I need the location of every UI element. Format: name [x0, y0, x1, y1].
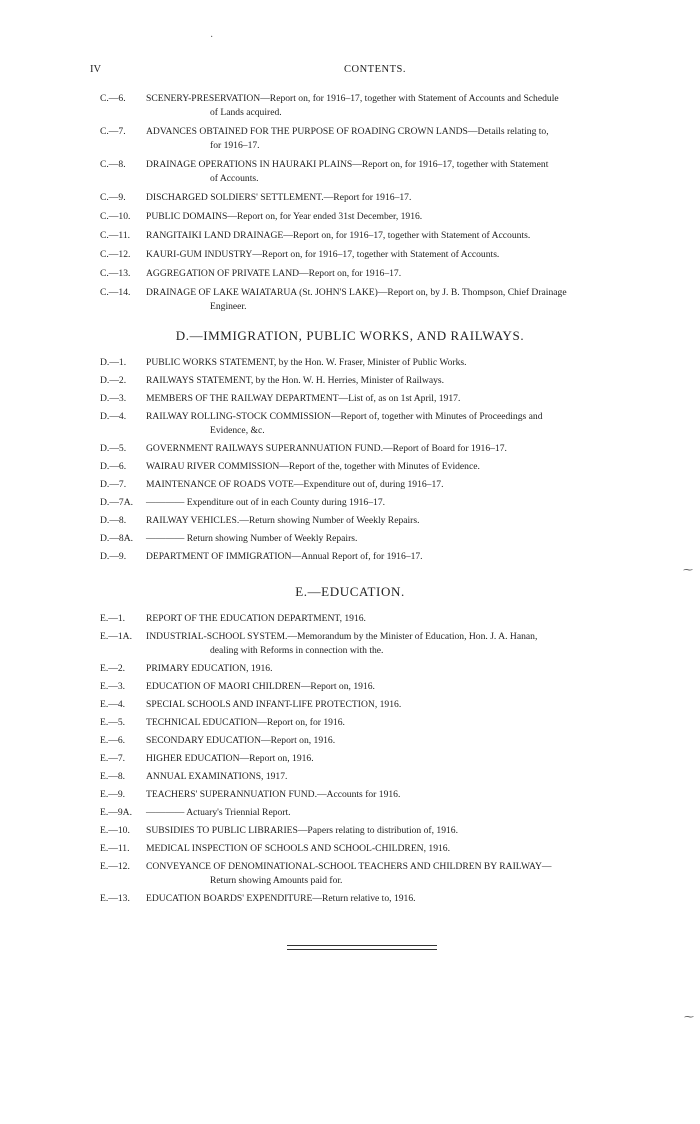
entry-title-line: INDUSTRIAL-SCHOOL SYSTEM.—Memorandum by the Minister of Education, Hon. J. A. Hanan,	[146, 631, 538, 642]
print-speck: ·	[210, 32, 214, 43]
entry-title-line: DISCHARGED SOLDIERS' SETTLEMENT.—Report for 1916–17.	[146, 192, 412, 203]
entry-code: E.—9.	[100, 789, 126, 800]
page-number: IV	[90, 64, 102, 75]
contents-entry	[0, 824, 700, 838]
contents-entry	[0, 612, 700, 626]
entry-title-continuation: of Lands acquired.	[210, 107, 282, 118]
entry-title	[146, 496, 640, 510]
entry-title	[146, 788, 640, 802]
contents-entry	[0, 550, 700, 564]
entry-title	[146, 892, 640, 906]
contents-entry	[0, 374, 700, 388]
contents-entry	[0, 410, 700, 438]
entry-code: E.—1A.	[100, 631, 132, 642]
entry-title-line: KAURI-GUM INDUSTRY—Report on, for 1916–17, together with Statement of Accounts.	[146, 249, 500, 260]
entry-title-line: DEPARTMENT OF IMMIGRATION—Annual Report of, for 1916–17.	[146, 551, 423, 562]
entry-title-line: RAILWAY ROLLING-STOCK COMMISSION—Report of, together with Minutes of Proceedings and	[146, 411, 543, 422]
contents-entry	[0, 286, 700, 314]
entry-title	[146, 267, 640, 281]
entry-code: C.—14.	[100, 287, 131, 298]
section-e	[0, 584, 700, 910]
entry-code: E.—10.	[100, 825, 130, 836]
entry-title	[146, 229, 640, 243]
entry-title	[146, 191, 640, 205]
entry-title	[146, 210, 640, 224]
entry-code: C.—12.	[100, 249, 131, 260]
entry-code: E.—11.	[100, 843, 130, 854]
entry-code: D.—2.	[100, 375, 127, 386]
entry-code: C.—6.	[100, 93, 126, 104]
entry-code: C.—9.	[100, 192, 126, 203]
entry-title	[146, 680, 640, 694]
entry-title	[146, 514, 640, 528]
entry-title-line: SCENERY-PRESERVATION—Report on, for 1916–17, together with Statement of Accounts and Schedule	[146, 93, 559, 104]
entry-title	[146, 125, 640, 153]
entry-code: C.—7.	[100, 126, 126, 137]
entry-title	[146, 158, 640, 186]
section-e-title: E.—EDUCATION.	[295, 584, 405, 599]
entry-title-line: DRAINAGE OPERATIONS IN HAURAKI PLAINS—Report on, for 1916–17, together with Statement	[146, 159, 549, 170]
entry-title-line: RAILWAY VEHICLES.—Return showing Number of Weekly Repairs.	[146, 515, 420, 526]
contents-entry	[0, 460, 700, 474]
entry-code: E.—4.	[100, 699, 126, 710]
entry-title	[146, 824, 640, 838]
entry-code: D.—8A.	[100, 533, 134, 544]
entry-code: E.—1.	[100, 613, 126, 624]
entry-title	[146, 442, 640, 456]
print-speck: ⁓	[684, 1012, 694, 1023]
entry-title-line: ———— Expenditure out of in each County during 1916–17.	[146, 497, 386, 508]
entry-code: E.—13.	[100, 893, 130, 904]
entry-code: C.—10.	[100, 211, 131, 222]
entry-title-continuation: for 1916–17.	[210, 140, 260, 151]
entry-title-line: HIGHER EDUCATION—Report on, 1916.	[146, 753, 314, 764]
contents-entry	[0, 496, 700, 510]
entry-title-line: MEMBERS OF THE RAILWAY DEPARTMENT—List of, as on 1st April, 1917.	[146, 393, 461, 404]
entry-title	[146, 392, 640, 406]
contents-entry	[0, 158, 700, 186]
contents-entry	[0, 392, 700, 406]
entry-title-line: SECONDARY EDUCATION—Report on, 1916.	[146, 735, 336, 746]
section-d-title: D.—IMMIGRATION, PUBLIC WORKS, AND RAILWAYS.	[175, 328, 525, 343]
entry-title-line: ———— Actuary's Triennial Report.	[146, 807, 291, 818]
entry-code: D.—4.	[100, 411, 127, 422]
contents-entry	[0, 788, 700, 802]
entry-title	[146, 248, 640, 262]
entry-title	[146, 716, 640, 730]
entry-title-line: WAIRAU RIVER COMMISSION—Report of the, together with Minutes of Evidence.	[146, 461, 480, 472]
entry-title	[146, 356, 640, 370]
entry-title	[146, 630, 640, 658]
entry-title	[146, 532, 640, 546]
entry-code: D.—8.	[100, 515, 127, 526]
entry-code: D.—1.	[100, 357, 127, 368]
contents-entry	[0, 248, 700, 262]
entry-title-line: PUBLIC WORKS STATEMENT, by the Hon. W. Fraser, Minister of Public Works.	[146, 357, 467, 368]
entry-title-line: EDUCATION OF MAORI CHILDREN—Report on, 1916.	[146, 681, 375, 692]
entry-title-line: REPORT OF THE EDUCATION DEPARTMENT, 1916.	[146, 613, 366, 624]
entry-title-continuation: Engineer.	[210, 301, 247, 312]
entry-title	[146, 460, 640, 474]
entry-code: D.—6.	[100, 461, 127, 472]
entry-title-line: SPECIAL SCHOOLS AND INFANT-LIFE PROTECTION, 1916.	[146, 699, 402, 710]
entry-title-continuation: dealing with Reforms in connection with the.	[210, 645, 384, 656]
entry-code: E.—5.	[100, 717, 126, 728]
section-c	[0, 92, 700, 319]
entry-title	[146, 842, 640, 856]
entry-title-line: RAILWAYS STATEMENT, by the Hon. W. H. Herries, Minister of Railways.	[146, 375, 445, 386]
contents-entry	[0, 770, 700, 784]
entry-title	[146, 662, 640, 676]
entry-title-line: AGGREGATION OF PRIVATE LAND—Report on, for 1916–17.	[146, 268, 402, 279]
contents-entry	[0, 734, 700, 748]
entry-title-line: TECHNICAL EDUCATION—Report on, for 1916.	[146, 717, 345, 728]
contents-entry	[0, 125, 700, 153]
entry-code: D.—7A.	[100, 497, 134, 508]
entry-title-line: PRIMARY EDUCATION, 1916.	[146, 663, 273, 674]
entry-title	[146, 734, 640, 748]
contents-entry	[0, 229, 700, 243]
entry-code: E.—6.	[100, 735, 126, 746]
entry-code: D.—5.	[100, 443, 127, 454]
entry-code: E.—2.	[100, 663, 126, 674]
entry-title-line: ADVANCES OBTAINED FOR THE PURPOSE OF ROADING CROWN LANDS—Details relating to,	[146, 126, 549, 137]
contents-entry	[0, 92, 700, 120]
contents-entry	[0, 806, 700, 820]
entry-title-continuation: of Accounts.	[210, 173, 259, 184]
entry-code: D.—7.	[100, 479, 127, 490]
entry-title-continuation: Return showing Amounts paid for.	[210, 875, 343, 886]
entry-title	[146, 860, 640, 888]
section-e-list	[0, 612, 700, 906]
contents-entry	[0, 698, 700, 712]
contents-entry	[0, 210, 700, 224]
entry-code: E.—9A.	[100, 807, 132, 818]
page-header	[90, 64, 660, 78]
entry-code: D.—9.	[100, 551, 127, 562]
entry-title-line: DRAINAGE OF LAKE WAIATARUA (St. JOHN'S LAKE)—Report on, by J. B. Thompson, Chief Drainage	[146, 287, 567, 298]
entry-title	[146, 92, 640, 120]
entry-title	[146, 770, 640, 784]
contents-entry	[0, 442, 700, 456]
entry-title	[146, 612, 640, 626]
closing-double-rule	[287, 945, 437, 950]
page-title: CONTENTS.	[344, 64, 406, 75]
contents-entry	[0, 842, 700, 856]
contents-entry	[0, 716, 700, 730]
entry-title-line: MEDICAL INSPECTION OF SCHOOLS AND SCHOOL-CHILDREN, 1916.	[146, 843, 450, 854]
entry-title-line: GOVERNMENT RAILWAYS SUPERANNUATION FUND.—Report of Board for 1916–17.	[146, 443, 507, 454]
entry-title	[146, 410, 640, 438]
contents-entry	[0, 680, 700, 694]
contents-entry	[0, 532, 700, 546]
entry-title	[146, 374, 640, 388]
entry-title-line: MAINTENANCE OF ROADS VOTE—Expenditure out of, during 1916–17.	[146, 479, 444, 490]
entry-code: C.—11.	[100, 230, 131, 241]
entry-code: E.—3.	[100, 681, 126, 692]
entry-title	[146, 478, 640, 492]
contents-entry	[0, 267, 700, 281]
contents-entry	[0, 752, 700, 766]
entry-title-line: SUBSIDIES TO PUBLIC LIBRARIES—Papers relating to distribution of, 1916.	[146, 825, 458, 836]
contents-entry	[0, 860, 700, 888]
entry-code: E.—8.	[100, 771, 126, 782]
entry-title-line: PUBLIC DOMAINS—Report on, for Year ended 31st December, 1916.	[146, 211, 423, 222]
contents-entry	[0, 356, 700, 370]
entry-code: D.—3.	[100, 393, 127, 404]
contents-entry	[0, 191, 700, 205]
contents-entry	[0, 892, 700, 906]
entry-title	[146, 286, 640, 314]
contents-entry	[0, 662, 700, 676]
entry-title	[146, 550, 640, 564]
entry-title-continuation: Evidence, &c.	[210, 425, 265, 436]
contents-entry	[0, 514, 700, 528]
entry-code: E.—7.	[100, 753, 126, 764]
entry-title	[146, 752, 640, 766]
entry-title-line: EDUCATION BOARDS' EXPENDITURE—Return relative to, 1916.	[146, 893, 416, 904]
contents-entry	[0, 478, 700, 492]
entry-title-line: RANGITAIKI LAND DRAINAGE—Report on, for 1916–17, together with Statement of Accounts.	[146, 230, 531, 241]
section-d-list	[0, 356, 700, 564]
entry-code: C.—13.	[100, 268, 131, 279]
entry-title-line: ———— Return showing Number of Weekly Repairs.	[146, 533, 358, 544]
entry-title	[146, 806, 640, 820]
entry-title	[146, 698, 640, 712]
entry-title-line: CONVEYANCE OF DENOMINATIONAL-SCHOOL TEACHERS AND CHILDREN BY RAILWAY—	[146, 861, 552, 872]
entry-title-line: ANNUAL EXAMINATIONS, 1917.	[146, 771, 288, 782]
entry-code: C.—8.	[100, 159, 126, 170]
entry-code: E.—12.	[100, 861, 130, 872]
contents-entry	[0, 630, 700, 658]
section-d	[0, 328, 700, 568]
entry-title-line: TEACHERS' SUPERANNUATION FUND.—Accounts for 1916.	[146, 789, 401, 800]
print-speck: ⁓	[683, 565, 693, 576]
